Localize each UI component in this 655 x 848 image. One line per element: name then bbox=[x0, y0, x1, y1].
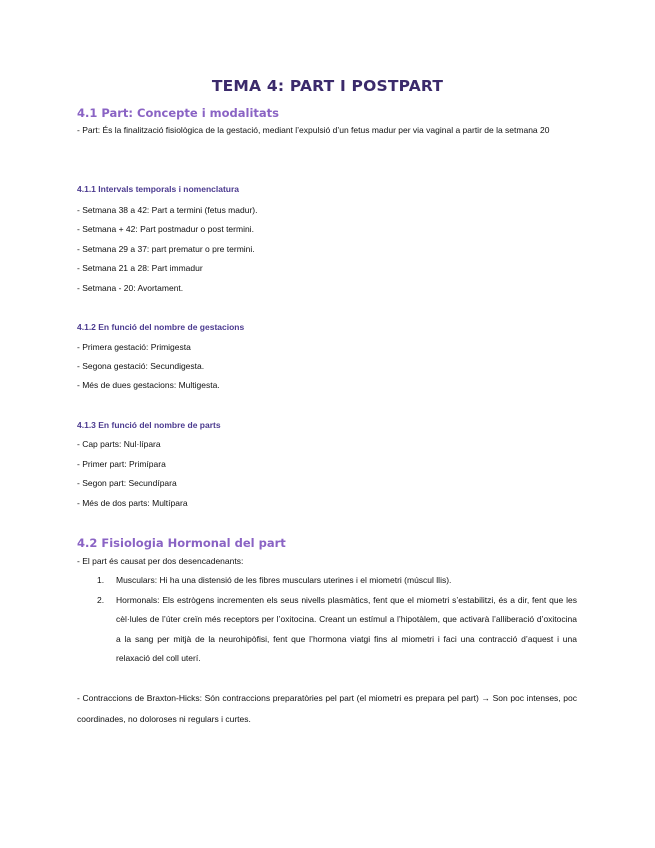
list-item: - Setmana 29 a 37: part prematur o pre termini. bbox=[77, 244, 255, 254]
list-item bbox=[77, 571, 577, 591]
list-item: - Segon part: Secundípara bbox=[77, 478, 177, 488]
list-item: - Cap parts: Nul·lípara bbox=[77, 439, 161, 449]
list-item bbox=[77, 591, 577, 669]
page-title: TEMA 4: PART I POSTPART bbox=[211, 77, 444, 95]
list-item: - Primer part: Primípara bbox=[77, 459, 166, 469]
list-item: - Segona gestació: Secundigesta. bbox=[77, 361, 205, 371]
list-item: - Setmana 21 a 28: Part immadur bbox=[77, 263, 203, 273]
list-number: 2. bbox=[97, 594, 105, 605]
list-number: 1. bbox=[97, 575, 105, 585]
subsection-heading-4-1-1: 4.1.1 Intervals temporals i nomenclatura bbox=[77, 184, 240, 194]
subsection-heading-4-1-3: 4.1.3 En funció del nombre de parts bbox=[77, 420, 221, 430]
braxton-hicks-paragraph: - Contraccions de Braxton-Hicks: Són contraccions preparatòries pel part (el miometri es prepara pel part) → Son poc intenses, poc coordinades, no doloroses ni regulars i curtes. bbox=[77, 693, 577, 724]
subsection-heading-4-1-2: 4.1.2 En funció del nombre de gestacions bbox=[77, 322, 245, 332]
part-definition: - Part: És la finalització fisiològica de la gestació, mediant l’expulsió d’un fetus madur per via vaginal a partir de la setmana 20 bbox=[77, 125, 550, 135]
section-heading-4-2: 4.2 Fisiologia Hormonal del part bbox=[77, 536, 286, 550]
section-heading-4-1: 4.1 Part: Concepte i modalitats bbox=[77, 106, 280, 120]
triggers-list bbox=[77, 571, 577, 669]
triggers-intro: - El part és causat per dos desencadenants: bbox=[77, 556, 244, 566]
list-item: - Setmana 38 a 42: Part a termini (fetus madur). bbox=[77, 205, 258, 215]
list-item-text: Hormonals: Els estrògens incrementen els seus nivells plasmàtics, fent que el miometri s’estabilitzi, és a dir, fent que les cèl·lules de l’úter creïn més receptors per l’oxitocina. Creant un estímul a l’hipotàlem, que activarà l’alliberació d’oxitocina a la sang per mitjà de la neurohipòfisi, fent que l’hormona viatgi fins al miometri i faci una contracció d’aquest i una relaxació del coll uterí. bbox=[116, 594, 577, 663]
list-item: - Més de dues gestacions: Multigesta. bbox=[77, 380, 220, 390]
list-item: - Més de dos parts: Multípara bbox=[77, 498, 188, 508]
list-item: - Setmana - 20: Avortament. bbox=[77, 283, 184, 293]
list-item-text: Musculars: Hi ha una distensió de les fibres musculars uterines i el miometri (múscul llis). bbox=[116, 575, 452, 585]
list-item: - Primera gestació: Primigesta bbox=[77, 342, 191, 352]
list-item: - Setmana + 42: Part postmadur o post termini. bbox=[77, 224, 254, 234]
